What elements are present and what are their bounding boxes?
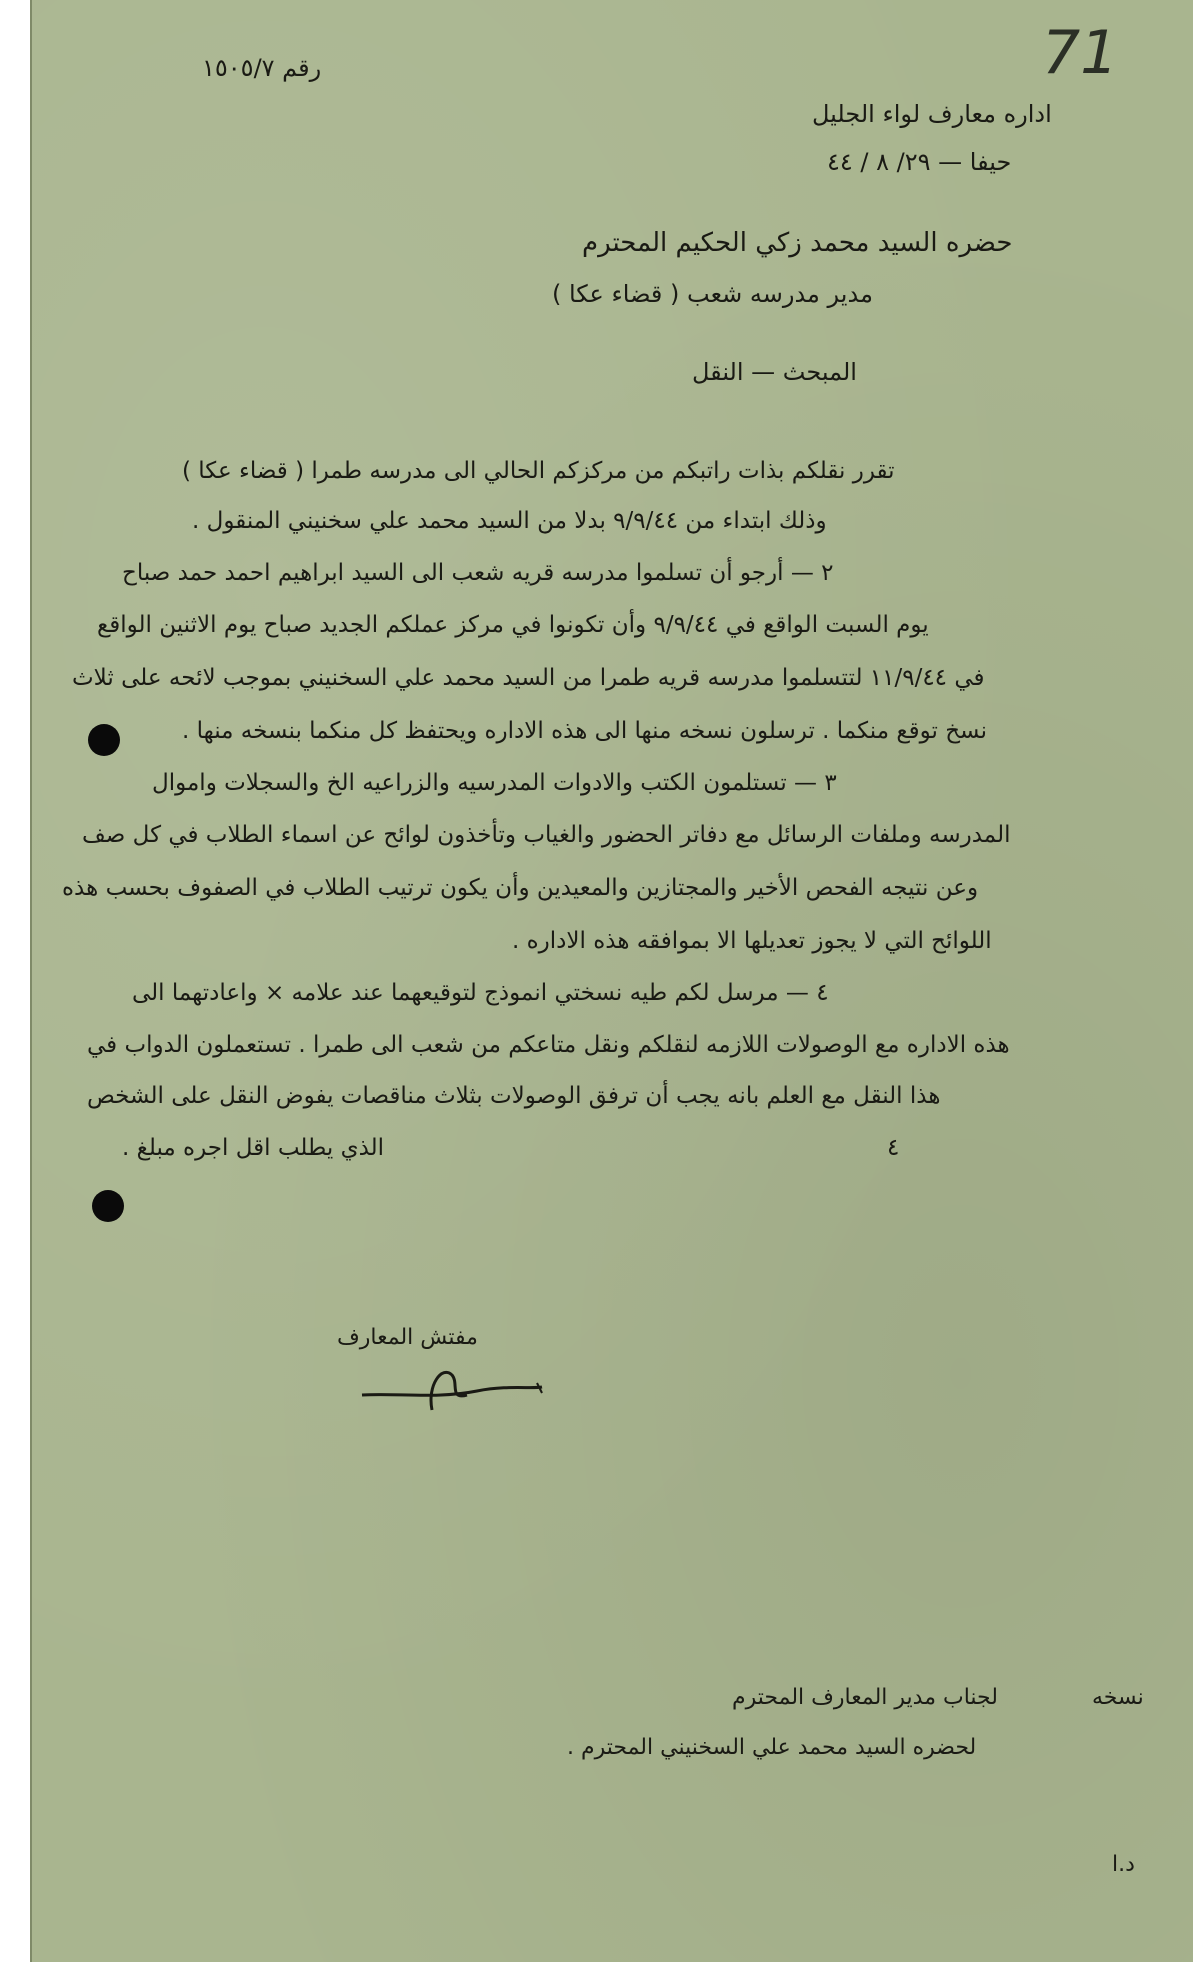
addressee-role: مدير مدرسه شعب ( قضاء عكا ) — [552, 280, 873, 308]
document-page — [30, 0, 1193, 1962]
punch-hole — [92, 1190, 124, 1222]
body-line: ٤ — مرسل لكم طيه نسختي انموذج لتوقيعهما عند علامه × واعادتهما الى — [132, 980, 829, 1006]
place-date: حيفا — ٢٩/ ٨ / ٤٤ — [827, 148, 1012, 176]
body-line: تقرر نقلكم بذات راتبكم من مركزكم الحالي الى مدرسه طمرا ( قضاء عكا ) — [182, 458, 895, 484]
copy-recipient: لجناب مدير المعارف المحترم — [732, 1685, 998, 1710]
punch-hole — [88, 724, 120, 756]
body-line: ٤ — [887, 1135, 900, 1161]
copies-label: نسخه — [1092, 1685, 1144, 1710]
footer-initials: د.ا — [1112, 1852, 1135, 1877]
page-number: 71 — [1042, 18, 1119, 88]
body-line: نسخ توقع منكما . ترسلون نسخه منها الى هذه الاداره ويحتفظ كل منكما بنسخه منها . — [182, 718, 987, 744]
signature-title: مفتش المعارف — [337, 1325, 478, 1350]
body-line: ٢ — أرجو أن تسلموا مدرسه قريه شعب الى السيد ابراهيم احمد حمد صباح — [122, 560, 834, 586]
body-line: وعن نتيجه الفحص الأخير والمجتازين والمعيدين وأن يكون ترتيب الطلاب في الصفوف بحسب هذه — [62, 875, 979, 901]
addressee-name: حضره السيد محمد زكي الحكيم المحترم — [582, 228, 1013, 258]
subject-line: المبحث — النقل — [692, 358, 857, 386]
body-line: ٣ — تستلمون الكتب والادوات المدرسيه والزراعيه الخ والسجلات واموال — [152, 770, 837, 796]
body-line: هذا النقل مع العلم بانه يجب أن ترفق الوصولات بثلاث مناقصات يفوض النقل على الشخص — [87, 1083, 941, 1109]
body-line: اللوائح التي لا يجوز تعديلها الا بموافقه هذه الاداره . — [512, 928, 992, 954]
body-line: الذي يطلب اقل اجره مبلغ . — [122, 1135, 385, 1161]
sender-office: اداره معارف لواء الجليل — [812, 100, 1052, 128]
reference-number: رقم ١٥٠٥/٧ — [202, 54, 322, 82]
body-line: في ١١/٩/٤٤ لتتسلموا مدرسه قريه طمرا من السيد محمد علي السخنيني بموجب لائحه على ثلاث — [72, 665, 985, 691]
body-line: وذلك ابتداء من ٩/٩/٤٤ بدلا من السيد محمد علي سخنيني المنقول . — [192, 508, 827, 534]
body-line: يوم السبت الواقع في ٩/٩/٤٤ وأن تكونوا في مركز عملكم الجديد صباح يوم الاثنين الواقع — [97, 612, 929, 638]
copy-recipient: لحضره السيد محمد علي السخنيني المحترم . — [567, 1735, 977, 1760]
body-line: المدرسه وملفات الرسائل مع دفاتر الحضور والغياب وتأخذون لوائح عن اسماء الطلاب في كل صف — [82, 822, 1011, 848]
handwritten-signature — [357, 1355, 547, 1415]
body-line: هذه الاداره مع الوصولات اللازمه لنقلكم ونقل متاعكم من شعب الى طمرا . تستعملون الدواب في — [87, 1032, 1010, 1058]
